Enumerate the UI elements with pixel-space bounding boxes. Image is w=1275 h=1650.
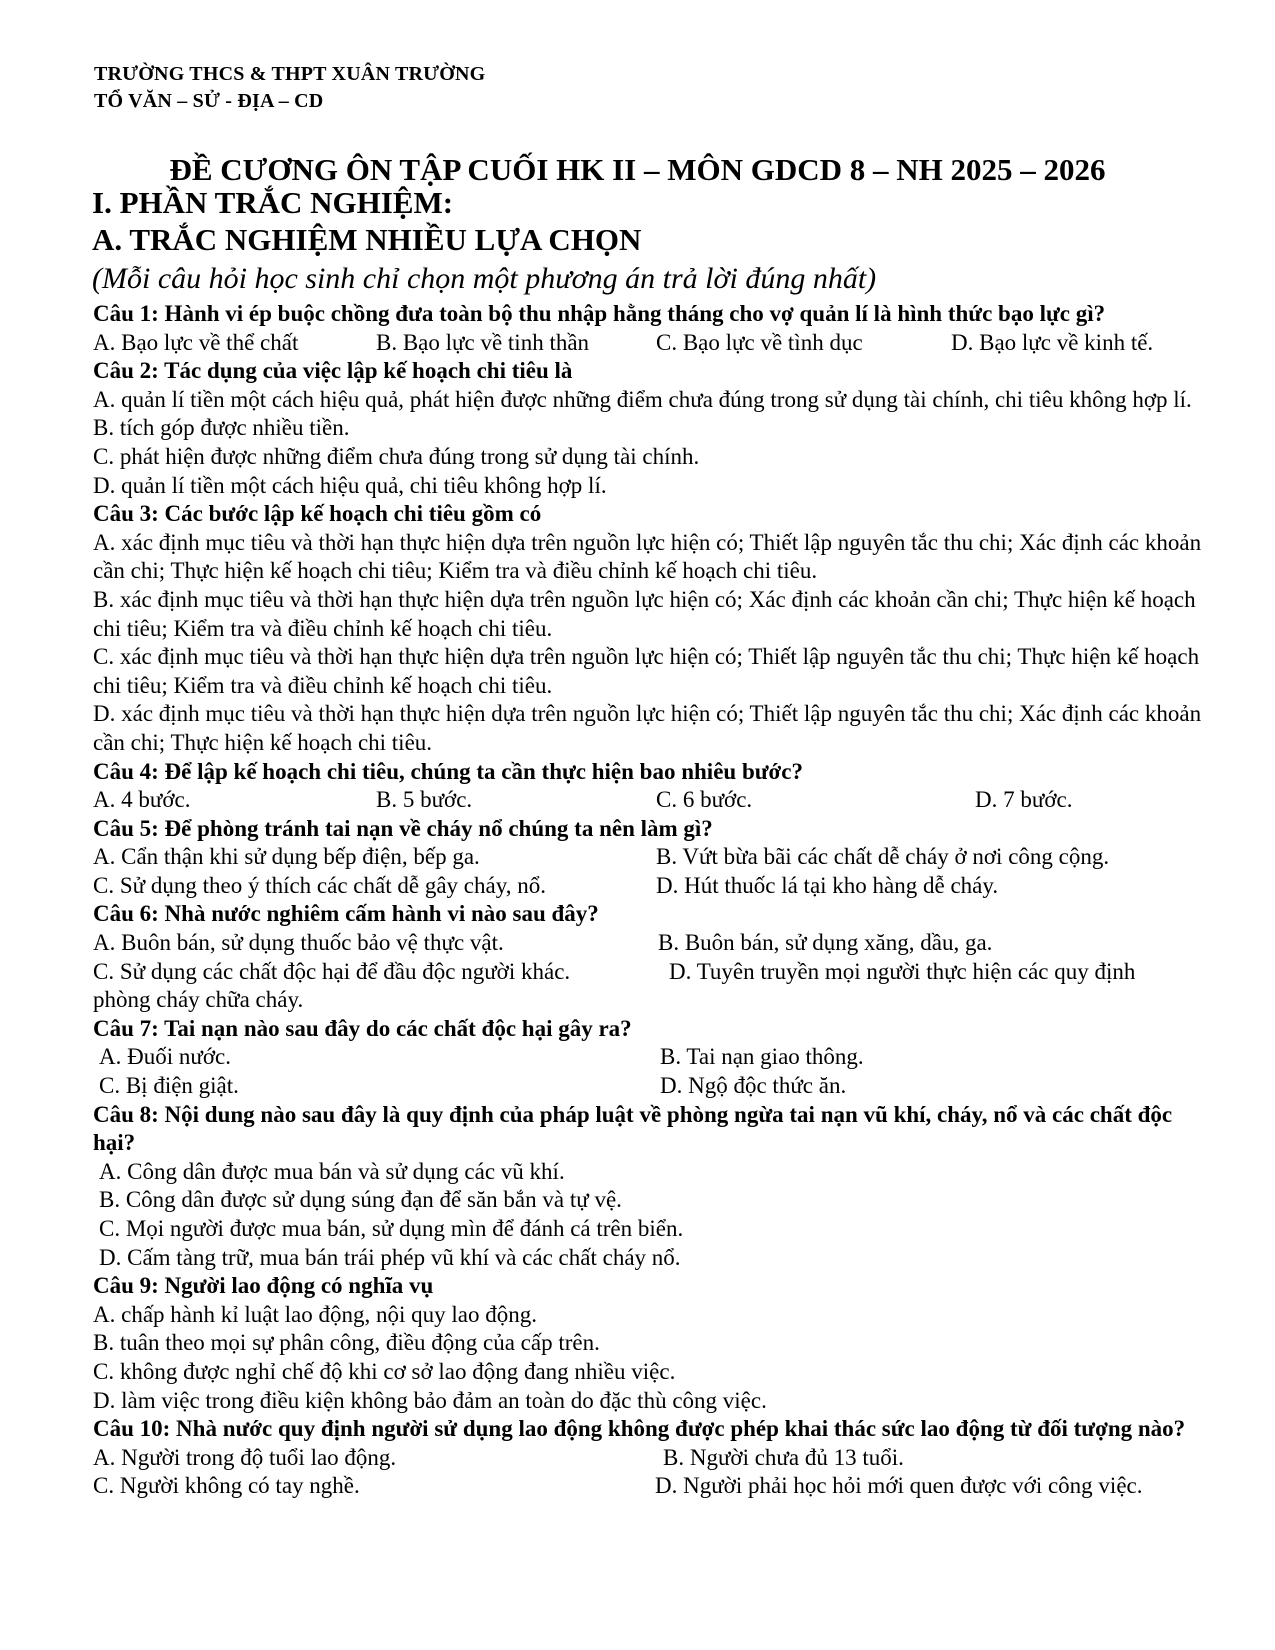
question-7: Câu 7: Tai nạn nào sau đây do các chất độc hại gây ra? <box>93 1015 632 1041</box>
question-3: Câu 3: Các bước lập kế hoạch chi tiêu gồm có <box>93 501 542 527</box>
option-b: B. Vứt bừa bãi các chất dễ cháy ở nơi công cộng. <box>656 844 1110 870</box>
option-d: D. quản lí tiền một cách hiệu quả, chi tiêu không hợp lí. <box>93 472 607 498</box>
options-row <box>93 329 1218 358</box>
option-c: C. Sử dụng các chất độc hại để đầu độc người khác. <box>93 958 571 984</box>
department-name: TỔ VĂN – SỬ - ĐỊA – CD <box>94 90 324 112</box>
option-d: D. Cấm tàng trữ, mua bán trái phép vũ khí và các chất cháy nổ. <box>99 1244 681 1270</box>
question-4: Câu 4: Để lập kế hoạch chi tiêu, chúng ta cần thực hiện bao nhiêu bước? <box>93 758 803 784</box>
question-list <box>93 300 1218 1501</box>
instruction-note: (Mỗi câu hỏi học sinh chỉ chọn một phương án trả lời đúng nhất) <box>92 262 877 295</box>
option-c: C. Bạo lực về tình dục <box>656 329 863 355</box>
option-b: B. Buôn bán, sử dụng xăng, dầu, ga. <box>658 930 993 956</box>
option-c: C. Sử dụng theo ý thích các chất dễ gây cháy, nổ. <box>93 872 546 898</box>
option-b: B. Công dân được sử dụng súng đạn để săn bắn và tự vệ. <box>99 1187 622 1213</box>
school-name: TRƯỜNG THCS & THPT XUÂN TRƯỜNG <box>94 63 486 85</box>
subsection-heading: A. TRẮC NGHIỆM NHIỀU LỰA CHỌN <box>92 222 642 257</box>
option-b: B. xác định mục tiêu và thời hạn thực hiện dựa trên nguồn lực hiện có; Xác định các khoản cần chi; Thực hiện kế hoạch chi tiêu; Kiểm tra và điều chỉnh kế hoạch chi tiêu. <box>93 586 1196 641</box>
options-row <box>93 1072 1218 1101</box>
option-a: A. Bạo lực về thể chất <box>93 329 299 355</box>
option-d: D. Tuyên truyền mọi người thực hiện các quy định <box>669 958 1136 984</box>
option-b: B. tích góp được nhiều tiền. <box>93 415 350 441</box>
options-row <box>93 786 1218 815</box>
question-5: Câu 5: Để phòng tránh tai nạn về cháy nổ chúng ta nên làm gì? <box>93 815 713 841</box>
option-b: B. Người chưa đủ 13 tuổi. <box>663 1444 904 1470</box>
option-d: D. làm việc trong điều kiện không bảo đảm an toàn do đặc thù công việc. <box>93 1387 767 1413</box>
option-a: A. Người trong độ tuổi lao động. <box>93 1444 397 1470</box>
question-1: Câu 1: Hành vi ép buộc chồng đưa toàn bộ thu nhập hằng tháng cho vợ quản lí là hình thức bạo lực gì? <box>93 301 1106 326</box>
options-row <box>93 1472 1218 1501</box>
option-a: A. Đuối nước. <box>99 1044 231 1070</box>
option-a: A. Cẩn thận khi sử dụng bếp điện, bếp ga. <box>93 844 480 870</box>
option-c: C. 6 bước. <box>656 787 753 813</box>
question-6: Câu 6: Nhà nước nghiêm cấm hành vi nào sau đây? <box>93 901 599 927</box>
question-2: Câu 2: Tác dụng của việc lập kế hoạch chi tiêu là <box>93 358 573 384</box>
options-row <box>93 958 1218 987</box>
options-row <box>93 872 1218 901</box>
option-d: D. Hút thuốc lá tại kho hàng dễ cháy. <box>656 872 999 898</box>
options-row <box>93 1444 1218 1473</box>
options-row <box>93 843 1218 872</box>
options-row <box>93 1043 1218 1072</box>
document-title: ĐỀ CƯƠNG ÔN TẬP CUỐI HK II – MÔN GDCD 8 – NH 2025 – 2026 <box>169 152 1106 187</box>
option-a: A. chấp hành kỉ luật lao động, nội quy lao động. <box>93 1301 537 1327</box>
option-b: B. Tai nạn giao thông. <box>660 1044 864 1070</box>
option-b: B. Bạo lực về tinh thần <box>376 329 590 355</box>
option-a: A. quản lí tiền một cách hiệu quả, phát hiện được những điểm chưa đúng trong sử dụng tài chính, chi tiêu không hợp lí. <box>93 386 1192 412</box>
option-d: D. xác định mục tiêu và thời hạn thực hiện dựa trên nguồn lực hiện có; Thiết lập nguyên tắc thu chi; Xác định các khoản cần chi; Thực hiện kế hoạch chi tiêu. <box>93 701 1202 755</box>
option-b: B. tuân theo mọi sự phân công, điều động của cấp trên. <box>93 1330 600 1356</box>
option-d: D. Ngộ độc thức ăn. <box>660 1073 847 1099</box>
option-a: A. Công dân được mua bán và sử dụng các vũ khí. <box>99 1158 565 1184</box>
option-d: D. Người phải học hỏi mới quen được với công việc. <box>655 1473 1143 1499</box>
question-8: Câu 8: Nội dung nào sau đây là quy định của pháp luật về phòng ngừa tai nạn vũ khí, cháy, nổ và các chất độc hại? <box>93 1101 1173 1156</box>
option-a: A. xác định mục tiêu và thời hạn thực hiện dựa trên nguồn lực hiện có; Thiết lập nguyên tắc thu chi; Xác định các khoản cần chi; Thực hiện kế hoạch chi tiêu; Kiểm tra và điều chỉnh kế hoạch chi tiêu. <box>93 529 1202 584</box>
option-c: C. Mọi người được mua bán, sử dụng mìn để đánh cá trên biển. <box>99 1216 684 1241</box>
question-9: Câu 9: Người lao động có nghĩa vụ <box>93 1273 434 1299</box>
option-c: C. Người không có tay nghề. <box>93 1473 360 1499</box>
option-a: A. Buôn bán, sử dụng thuốc bảo vệ thực vật. <box>93 930 504 956</box>
section-heading: I. PHẦN TRẮC NGHIỆM: <box>92 185 454 220</box>
option-c: C. Bị điện giật. <box>99 1073 239 1099</box>
question-10: Câu 10: Nhà nước quy định người sử dụng lao động không được phép khai thác sức lao động từ đối tượng nào? <box>93 1416 1186 1442</box>
option-d-continued: phòng cháy chữa cháy. <box>93 987 304 1013</box>
option-c: C. xác định mục tiêu và thời hạn thực hiện dựa trên nguồn lực hiện có; Thiết lập nguyên tắc thu chi; Thực hiện kế hoạch chi tiêu; Kiểm tra và điều chỉnh kế hoạch chi tiêu. <box>93 644 1200 698</box>
option-d: D. 7 bước. <box>975 787 1073 813</box>
option-d: D. Bạo lực về kinh tế. <box>951 329 1154 355</box>
option-a: A. 4 bước. <box>93 787 191 813</box>
option-c: C. phát hiện được những điểm chưa đúng trong sử dụng tài chính. <box>93 443 700 469</box>
options-row <box>93 929 1218 958</box>
option-b: B. 5 bước. <box>376 787 473 813</box>
option-c: C. không được nghỉ chế độ khi cơ sở lao động đang nhiều việc. <box>93 1358 676 1384</box>
